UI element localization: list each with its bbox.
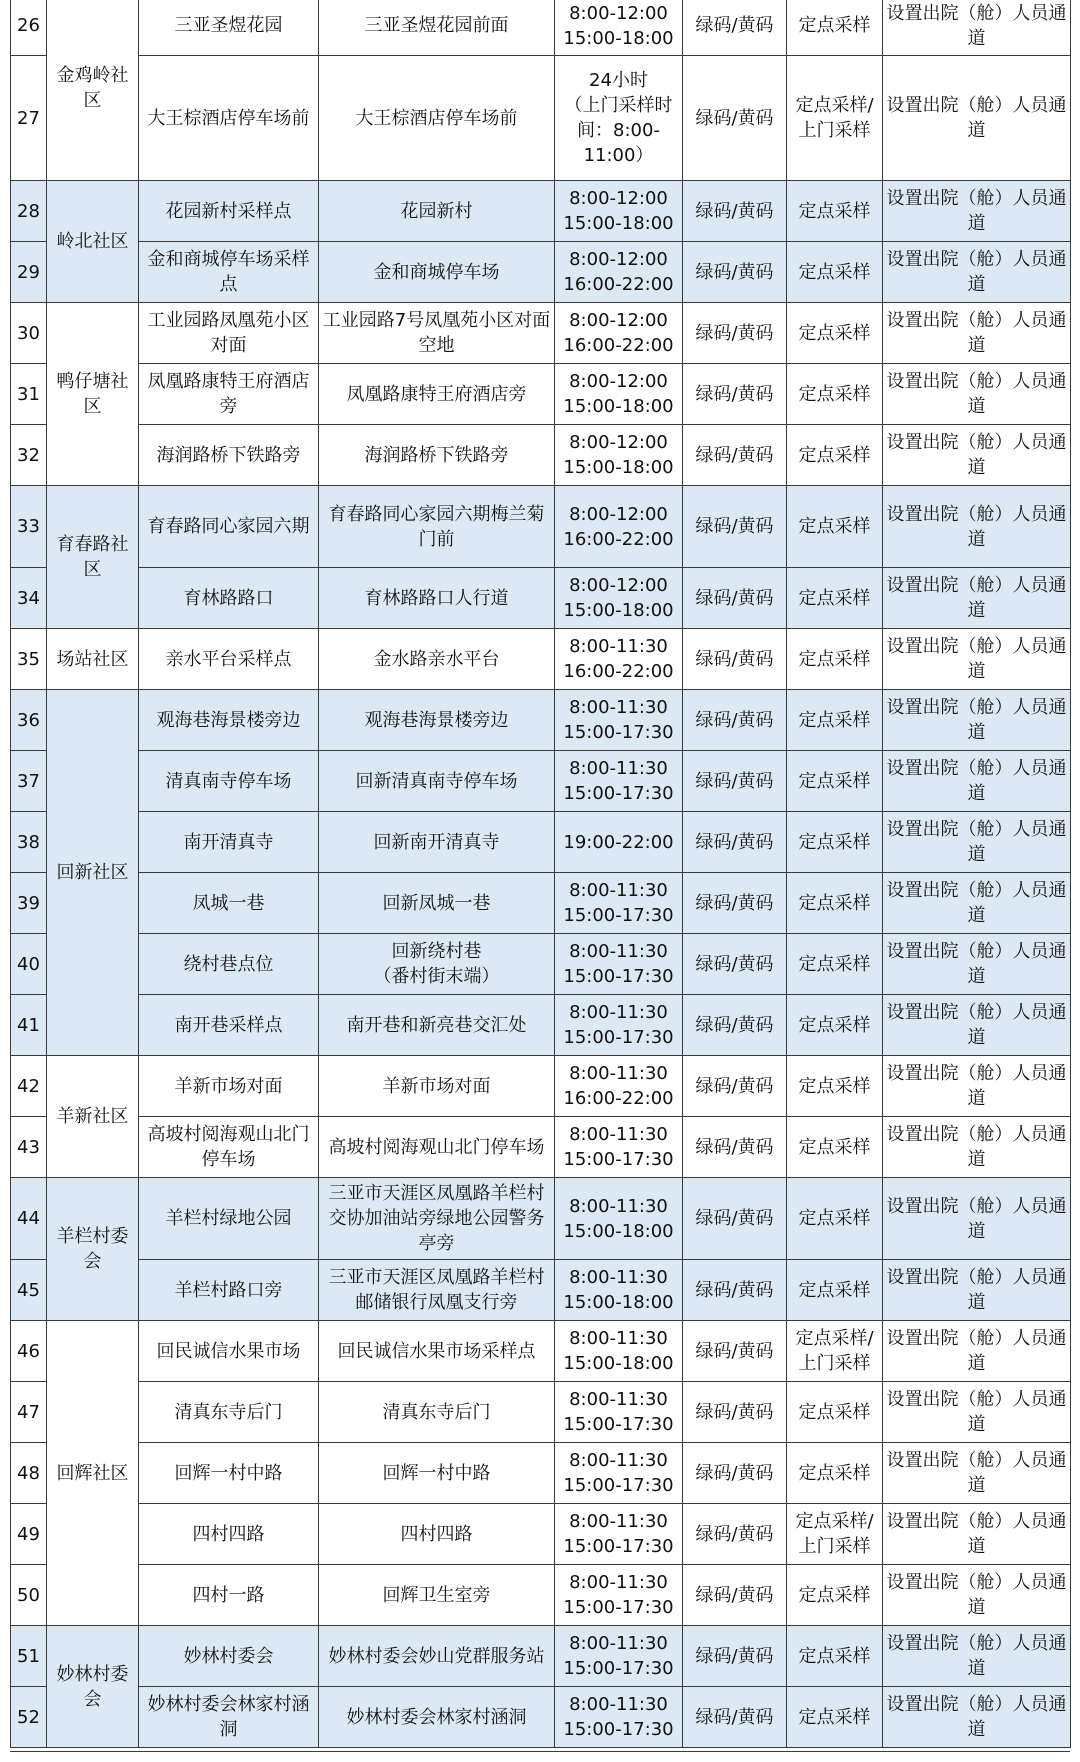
community-name: 鸭仔塘社区 (47, 303, 139, 486)
site-address: 羊新市场对面 (319, 1056, 555, 1117)
site-name: 工业园路凤凰苑小区对面 (139, 303, 319, 364)
site-address: 三亚圣煜花园前面 (319, 0, 555, 56)
site-address: 育春路同心家园六期梅兰菊门前 (319, 486, 555, 568)
health-code-type: 绿码/黄码 (683, 181, 787, 242)
site-name: 南开清真寺 (139, 812, 319, 873)
discharge-channel-note: 设置出院（舱）人员通道 (883, 1687, 1071, 1748)
site-name: 高坡村阅海观山北门停车场 (139, 1117, 319, 1178)
health-code-type: 绿码/黄码 (683, 1056, 787, 1117)
discharge-channel-note: 设置出院（舱）人员通道 (883, 1178, 1071, 1260)
table-row (11, 364, 1071, 425)
sampling-sites-table (10, 0, 1071, 1748)
sampling-method: 定点采样 (787, 1382, 883, 1443)
discharge-channel-note: 设置出院（舱）人员通道 (883, 1504, 1071, 1565)
sampling-method: 定点采样/上门采样 (787, 1504, 883, 1565)
site-address: 金水路亲水平台 (319, 629, 555, 690)
site-address: 金和商城停车场 (319, 242, 555, 303)
site-address: 大王棕酒店停车场前 (319, 56, 555, 181)
health-code-type: 绿码/黄码 (683, 934, 787, 995)
health-code-type: 绿码/黄码 (683, 995, 787, 1056)
row-number: 44 (11, 1178, 47, 1260)
community-name: 场站社区 (47, 629, 139, 690)
discharge-channel-note: 设置出院（舱）人员通道 (883, 1626, 1071, 1687)
sampling-method: 定点采样 (787, 1626, 883, 1687)
discharge-channel-note: 设置出院（舱）人员通道 (883, 568, 1071, 629)
site-name: 妙林村委会林家村涵洞 (139, 1687, 319, 1748)
health-code-type: 绿码/黄码 (683, 1178, 787, 1260)
site-address: 回辉一村中路 (319, 1443, 555, 1504)
discharge-channel-note: 设置出院（舱）人员通道 (883, 995, 1071, 1056)
discharge-channel-note: 设置出院（舱）人员通道 (883, 486, 1071, 568)
sampling-time: 8:00-12:00 15:00-18:00 (555, 568, 683, 629)
site-address: 清真东寺后门 (319, 1382, 555, 1443)
site-address: 四村四路 (319, 1504, 555, 1565)
sampling-method: 定点采样 (787, 629, 883, 690)
row-number: 35 (11, 629, 47, 690)
discharge-channel-note: 设置出院（舱）人员通道 (883, 1565, 1071, 1626)
site-name: 南开巷采样点 (139, 995, 319, 1056)
health-code-type: 绿码/黄码 (683, 303, 787, 364)
table-row (11, 1565, 1071, 1626)
community-name: 回辉社区 (47, 1321, 139, 1626)
sampling-method: 定点采样 (787, 1117, 883, 1178)
table-row (11, 995, 1071, 1056)
row-number: 42 (11, 1056, 47, 1117)
table-row (11, 1504, 1071, 1565)
site-address: 三亚市天涯区凤凰路羊栏村交协加油站旁绿地公园警务亭旁 (319, 1178, 555, 1260)
table-row (11, 751, 1071, 812)
health-code-type: 绿码/黄码 (683, 1260, 787, 1321)
sampling-method: 定点采样/上门采样 (787, 56, 883, 181)
sampling-method: 定点采样 (787, 812, 883, 873)
health-code-type: 绿码/黄码 (683, 1382, 787, 1443)
site-address: 回新绕村巷 （番村街末端） (319, 934, 555, 995)
discharge-channel-note: 设置出院（舱）人员通道 (883, 1443, 1071, 1504)
table-row (11, 1056, 1071, 1117)
sampling-time: 8:00-11:30 15:00-17:30 (555, 1443, 683, 1504)
health-code-type: 绿码/黄码 (683, 568, 787, 629)
discharge-channel-note: 设置出院（舱）人员通道 (883, 690, 1071, 751)
site-name: 羊栏村路口旁 (139, 1260, 319, 1321)
table-row (11, 568, 1071, 629)
table-row (11, 690, 1071, 751)
discharge-channel-note: 设置出院（舱）人员通道 (883, 934, 1071, 995)
discharge-channel-note: 设置出院（舱）人员通道 (883, 751, 1071, 812)
table-row (11, 242, 1071, 303)
site-name: 羊栏村绿地公园 (139, 1178, 319, 1260)
health-code-type: 绿码/黄码 (683, 1443, 787, 1504)
table-row (11, 1382, 1071, 1443)
site-name: 海润路桥下铁路旁 (139, 425, 319, 486)
site-address: 凤凰路康特王府酒店旁 (319, 364, 555, 425)
sampling-time: 8:00-12:00 16:00-22:00 (555, 242, 683, 303)
sampling-time: 24小时 （上门采样时间：8:00-11:00） (555, 56, 683, 181)
table-row (11, 425, 1071, 486)
health-code-type: 绿码/黄码 (683, 1321, 787, 1382)
sampling-time: 8:00-12:00 16:00-22:00 (555, 486, 683, 568)
row-number: 48 (11, 1443, 47, 1504)
table-row (11, 934, 1071, 995)
community-name: 羊栏村委会 (47, 1178, 139, 1321)
community-name: 育春路社区 (47, 486, 139, 629)
site-address: 海润路桥下铁路旁 (319, 425, 555, 486)
discharge-channel-note: 设置出院（舱）人员通道 (883, 56, 1071, 181)
site-address: 妙林村委会妙山党群服务站 (319, 1626, 555, 1687)
table-row (11, 1443, 1071, 1504)
sampling-time: 8:00-11:30 15:00-17:30 (555, 1626, 683, 1687)
sampling-method: 定点采样 (787, 1565, 883, 1626)
site-address: 回新凤城一巷 (319, 873, 555, 934)
sampling-method: 定点采样 (787, 364, 883, 425)
sampling-method: 定点采样 (787, 1260, 883, 1321)
row-number: 27 (11, 56, 47, 181)
sampling-time: 8:00-12:00 15:00-18:00 (555, 425, 683, 486)
table-row (11, 812, 1071, 873)
row-number: 33 (11, 486, 47, 568)
site-address: 回辉卫生室旁 (319, 1565, 555, 1626)
sampling-method: 定点采样 (787, 751, 883, 812)
row-number: 36 (11, 690, 47, 751)
table-row (11, 873, 1071, 934)
row-number: 39 (11, 873, 47, 934)
sampling-time: 8:00-12:00 16:00-22:00 (555, 303, 683, 364)
sampling-method: 定点采样 (787, 425, 883, 486)
site-name: 育林路路口 (139, 568, 319, 629)
table-row (11, 1178, 1071, 1260)
sampling-time: 8:00-11:30 15:00-17:30 (555, 1504, 683, 1565)
site-name: 花园新村采样点 (139, 181, 319, 242)
site-name: 四村一路 (139, 1565, 319, 1626)
sampling-method: 定点采样 (787, 1443, 883, 1504)
row-number: 43 (11, 1117, 47, 1178)
site-name: 大王棕酒店停车场前 (139, 56, 319, 181)
sampling-method: 定点采样 (787, 995, 883, 1056)
sampling-time: 8:00-11:30 15:00-18:00 (555, 1321, 683, 1382)
table-row (11, 0, 1071, 56)
sampling-time: 8:00-11:30 15:00-17:30 (555, 1687, 683, 1748)
site-address: 育林路路口人行道 (319, 568, 555, 629)
row-number: 51 (11, 1626, 47, 1687)
site-name: 三亚圣煜花园 (139, 0, 319, 56)
health-code-type: 绿码/黄码 (683, 812, 787, 873)
health-code-type: 绿码/黄码 (683, 1117, 787, 1178)
health-code-type: 绿码/黄码 (683, 242, 787, 303)
sampling-time: 8:00-11:30 16:00-22:00 (555, 629, 683, 690)
community-name: 羊新社区 (47, 1056, 139, 1178)
row-number: 37 (11, 751, 47, 812)
site-name: 清真东寺后门 (139, 1382, 319, 1443)
health-code-type: 绿码/黄码 (683, 690, 787, 751)
sampling-method: 定点采样 (787, 0, 883, 56)
site-address: 三亚市天涯区凤凰路羊栏村邮储银行凤凰支行旁 (319, 1260, 555, 1321)
table-row (11, 303, 1071, 364)
discharge-channel-note: 设置出院（舱）人员通道 (883, 873, 1071, 934)
sampling-method: 定点采样 (787, 1178, 883, 1260)
sampling-method: 定点采样 (787, 690, 883, 751)
site-address: 回新南开清真寺 (319, 812, 555, 873)
site-name: 回辉一村中路 (139, 1443, 319, 1504)
row-number: 40 (11, 934, 47, 995)
site-name: 育春路同心家园六期 (139, 486, 319, 568)
sampling-time: 8:00-11:30 15:00-17:30 (555, 873, 683, 934)
site-address: 工业园路7号凤凰苑小区对面空地 (319, 303, 555, 364)
health-code-type: 绿码/黄码 (683, 1687, 787, 1748)
row-number: 28 (11, 181, 47, 242)
table-row (11, 629, 1071, 690)
sampling-time: 8:00-11:30 15:00-17:30 (555, 1565, 683, 1626)
health-code-type: 绿码/黄码 (683, 0, 787, 56)
discharge-channel-note: 设置出院（舱）人员通道 (883, 181, 1071, 242)
table-body (11, 0, 1071, 1748)
row-number: 46 (11, 1321, 47, 1382)
discharge-channel-note: 设置出院（舱）人员通道 (883, 1056, 1071, 1117)
discharge-channel-note: 设置出院（舱）人员通道 (883, 425, 1071, 486)
health-code-type: 绿码/黄码 (683, 1626, 787, 1687)
sampling-method: 定点采样 (787, 486, 883, 568)
sampling-time: 8:00-11:30 15:00-17:30 (555, 751, 683, 812)
discharge-channel-note: 设置出院（舱）人员通道 (883, 812, 1071, 873)
sampling-method: 定点采样 (787, 181, 883, 242)
sampling-time: 8:00-11:30 15:00-17:30 (555, 934, 683, 995)
sampling-method: 定点采样 (787, 873, 883, 934)
site-name: 凤凰路康特王府酒店旁 (139, 364, 319, 425)
community-name: 回新社区 (47, 690, 139, 1056)
row-number: 38 (11, 812, 47, 873)
discharge-channel-note: 设置出院（舱）人员通道 (883, 242, 1071, 303)
sampling-time: 8:00-11:30 15:00-17:30 (555, 995, 683, 1056)
row-number: 49 (11, 1504, 47, 1565)
sampling-method: 定点采样 (787, 1056, 883, 1117)
sampling-time: 8:00-11:30 15:00-18:00 (555, 1260, 683, 1321)
sampling-time: 8:00-11:30 15:00-18:00 (555, 1178, 683, 1260)
sampling-method: 定点采样 (787, 242, 883, 303)
row-number: 34 (11, 568, 47, 629)
community-name: 妙林村委会 (47, 1626, 139, 1748)
row-number: 31 (11, 364, 47, 425)
sampling-time: 8:00-12:00 15:00-18:00 (555, 0, 683, 56)
site-name: 清真南寺停车场 (139, 751, 319, 812)
sampling-time: 8:00-11:30 16:00-22:00 (555, 1056, 683, 1117)
sampling-method: 定点采样 (787, 303, 883, 364)
table-row (11, 181, 1071, 242)
row-number: 32 (11, 425, 47, 486)
site-name: 金和商城停车场采样点 (139, 242, 319, 303)
table-row (11, 1626, 1071, 1687)
row-number: 50 (11, 1565, 47, 1626)
discharge-channel-note: 设置出院（舱）人员通道 (883, 1382, 1071, 1443)
sampling-time: 8:00-11:30 15:00-17:30 (555, 690, 683, 751)
row-number: 29 (11, 242, 47, 303)
sampling-time: 8:00-11:30 15:00-17:30 (555, 1382, 683, 1443)
discharge-channel-note: 设置出院（舱）人员通道 (883, 0, 1071, 56)
discharge-channel-note: 设置出院（舱）人员通道 (883, 1260, 1071, 1321)
row-number: 47 (11, 1382, 47, 1443)
discharge-channel-note: 设置出院（舱）人员通道 (883, 303, 1071, 364)
table-row (11, 1260, 1071, 1321)
row-number: 41 (11, 995, 47, 1056)
site-name: 羊新市场对面 (139, 1056, 319, 1117)
site-name: 亲水平台采样点 (139, 629, 319, 690)
sampling-time: 8:00-12:00 15:00-18:00 (555, 181, 683, 242)
health-code-type: 绿码/黄码 (683, 486, 787, 568)
health-code-type: 绿码/黄码 (683, 56, 787, 181)
health-code-type: 绿码/黄码 (683, 629, 787, 690)
community-name: 岭北社区 (47, 181, 139, 303)
health-code-type: 绿码/黄码 (683, 751, 787, 812)
site-name: 回民诚信水果市场 (139, 1321, 319, 1382)
table-row (11, 1687, 1071, 1748)
discharge-channel-note: 设置出院（舱）人员通道 (883, 629, 1071, 690)
site-address: 南开巷和新亮巷交汇处 (319, 995, 555, 1056)
site-address: 回新清真南寺停车场 (319, 751, 555, 812)
health-code-type: 绿码/黄码 (683, 425, 787, 486)
health-code-type: 绿码/黄码 (683, 364, 787, 425)
discharge-channel-note: 设置出院（舱）人员通道 (883, 364, 1071, 425)
row-number: 45 (11, 1260, 47, 1321)
table-row (11, 1321, 1071, 1382)
sampling-time: 19:00-22:00 (555, 812, 683, 873)
site-name: 四村四路 (139, 1504, 319, 1565)
sampling-method: 定点采样 (787, 1687, 883, 1748)
table-row (11, 56, 1071, 181)
sampling-method: 定点采样 (787, 934, 883, 995)
site-name: 凤城一巷 (139, 873, 319, 934)
table-row (11, 486, 1071, 568)
row-number: 52 (11, 1687, 47, 1748)
sampling-time: 8:00-11:30 15:00-17:30 (555, 1117, 683, 1178)
discharge-channel-note: 设置出院（舱）人员通道 (883, 1321, 1071, 1382)
community-name: 金鸡岭社区 (47, 0, 139, 181)
sampling-time: 8:00-12:00 15:00-18:00 (555, 364, 683, 425)
sampling-method: 定点采样 (787, 568, 883, 629)
sampling-method: 定点采样/上门采样 (787, 1321, 883, 1382)
site-address: 回民诚信水果市场采样点 (319, 1321, 555, 1382)
site-address: 高坡村阅海观山北门停车场 (319, 1117, 555, 1178)
health-code-type: 绿码/黄码 (683, 1504, 787, 1565)
site-address: 花园新村 (319, 181, 555, 242)
discharge-channel-note: 设置出院（舱）人员通道 (883, 1117, 1071, 1178)
site-address: 观海巷海景楼旁边 (319, 690, 555, 751)
table-row (11, 1117, 1071, 1178)
site-name: 观海巷海景楼旁边 (139, 690, 319, 751)
site-name: 妙林村委会 (139, 1626, 319, 1687)
site-address: 妙林村委会林家村涵洞 (319, 1687, 555, 1748)
row-number: 30 (11, 303, 47, 364)
site-name: 绕村巷点位 (139, 934, 319, 995)
health-code-type: 绿码/黄码 (683, 873, 787, 934)
health-code-type: 绿码/黄码 (683, 1565, 787, 1626)
sampling-sites-table-page (10, 0, 1070, 1748)
row-number: 26 (11, 0, 47, 56)
table-continuation-edge (10, 1751, 1070, 1762)
